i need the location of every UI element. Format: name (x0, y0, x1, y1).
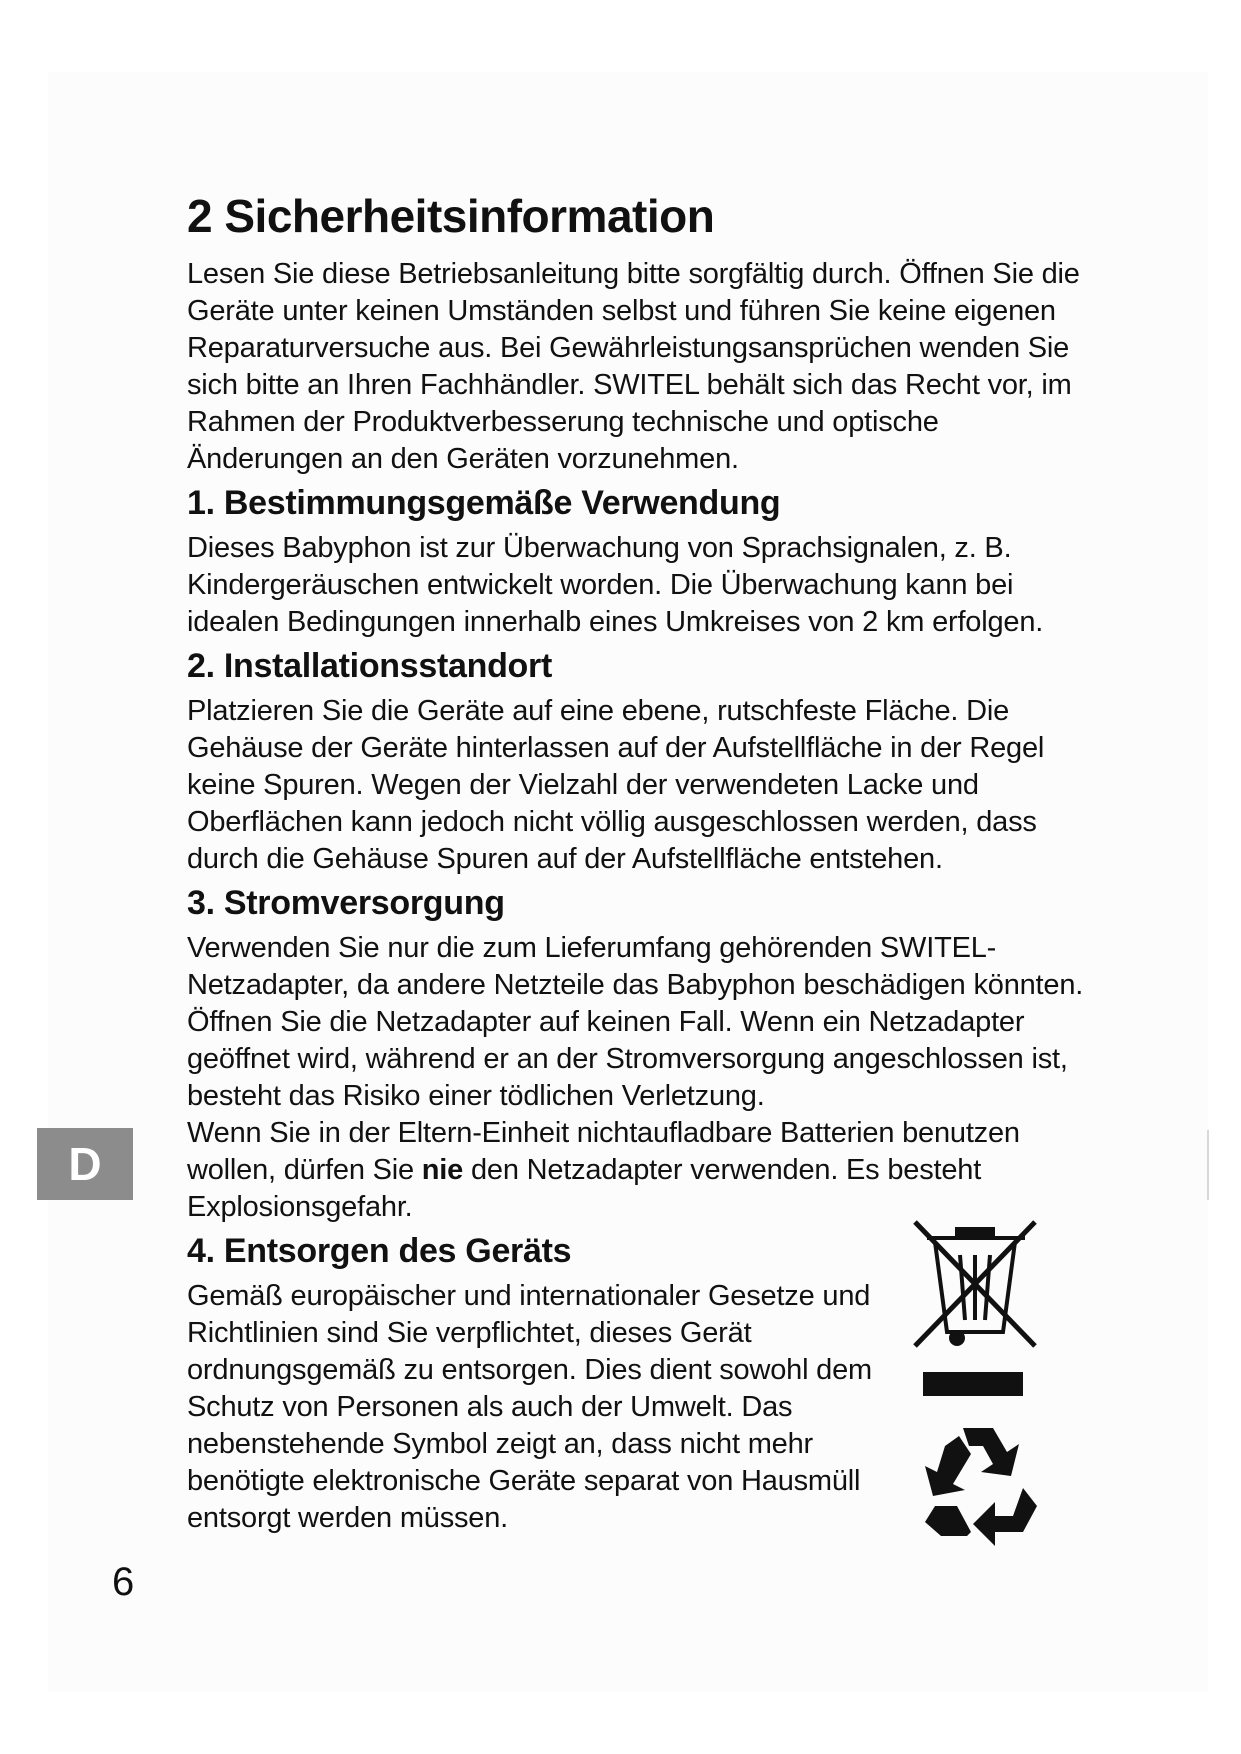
paragraph-installation-location: Platzieren Sie die Geräte auf eine ebene, rutschfeste Fläche. Die Gehäuse der Geräte hinterlassen auf der Aufstellfläche in der Regel keine Spuren. Wegen der Vielzahl der verwendeten Lacke und Oberflächen kann jedoch nicht völlig ausgeschlossen werden, dass durch die Gehäuse Spuren auf der Aufstellfläche entstehen. (187, 695, 1045, 875)
intro-paragraph: Lesen Sie diese Betriebsanleitung bitte sorgfältig durch. Öffnen Sie die Geräte unter keinen Umständen selbst und führen Sie keine eigenen Reparaturversuche aus. Bei Gewährleistungsansprüchen wenden Sie sich bitte an Ihren Fachhändler. SWITEL behält sich das Recht vor, im Rahmen der Produktverbesserung technische und optische Änderungen an den Geräten vorzunehmen. (187, 258, 1080, 475)
paragraph-disposal: Gemäß europäischer und internationaler Gesetze und Richtlinien sind Sie verpflichtet, dieses Gerät ordnungsgemäß zu entsorgen. Dies dient sowohl dem Schutz von Personen als auch der Umwelt. Das nebenstehende Symbol zeigt an, dass nicht mehr benötigte elektronische Geräte separat von Hausmüll entsorgt werden müssen. (187, 1280, 872, 1534)
crossed-out-bin-icon (915, 1222, 1035, 1346)
underline-bar (923, 1372, 1023, 1396)
page-number: 6 (112, 1560, 135, 1604)
scan-edge-mark (1207, 1130, 1209, 1200)
battery-warning-emphasis: nie (421, 1154, 464, 1186)
paragraph-intended-use: Dieses Babyphon ist zur Überwachung von Sprachsignalen, z. B. Kindergeräuschen entwickelt worden. Die Überwachung kann bei idealen Bedingungen innerhalb eines Umkreises von 2 km erfolgen. (187, 532, 1044, 638)
heading-disposal: 4. Entsorgen des Geräts (187, 1232, 572, 1270)
heading-installation-location: 2. Installationsstandort (187, 647, 552, 685)
battery-warning-start: Wenn Sie in der Eltern-Einheit nichtaufladbare Batterien benutzen wollen, dürfen Sie (187, 1117, 1020, 1186)
paragraph-power-supply: Verwenden Sie nur die zum Lieferumfang gehörenden SWITEL-Netzadapter, da andere Netzteile das Babyphon beschädigen könnten. Öffnen Sie die Netzadapter auf keinen Fall. Wenn ein Netzadapter geöffnet wird, während er an der Stromversorgung angeschlossen ist, besteht das Risiko einer tödlichen Verletzung. (187, 932, 1084, 1112)
paragraph-battery-warning (187, 1115, 1087, 1226)
page-title: 2 Sicherheitsinformation (187, 190, 715, 242)
heading-intended-use: 1. Bestimmungsgemäße Verwendung (187, 484, 781, 522)
heading-power-supply: 3. Stromversorgung (187, 884, 505, 922)
weee-symbol (905, 1220, 1055, 1550)
recycling-icon (925, 1428, 1037, 1546)
language-tab: D (37, 1128, 133, 1200)
battery-warning-end: den Netzadapter verwenden. Es besteht Explosionsgefahr. (187, 1154, 982, 1223)
